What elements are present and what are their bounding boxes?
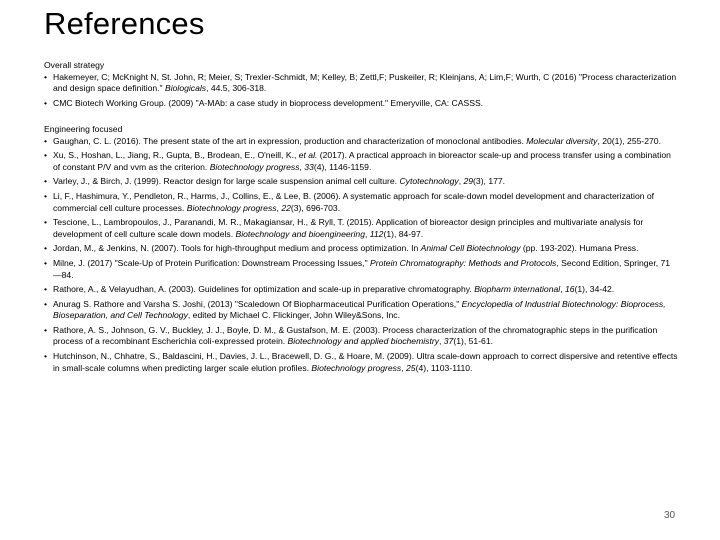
- reference-text: (3), 177.: [473, 176, 506, 187]
- section-engineering-focused: [44, 124, 678, 374]
- reference-text: Li, F., Hashimura, Y., Pendleton, R., Harms, J., Collins, E., & Lee, B. (2006). A systematic approach for scale-down model development and characterization of commercial cell culture processes.: [53, 190, 655, 213]
- section-overall-strategy: [44, 60, 678, 109]
- reference-text: , 20(1), 255-270.: [597, 135, 661, 146]
- reference-text: Jordan, M., & Jenkins, N. (2007). Tools for high-throughput medium and process optimization. In: [53, 243, 421, 254]
- reference-italic-text: 22: [281, 202, 291, 213]
- reference-italic-text: 25: [406, 362, 416, 373]
- reference-italic-text: et al.: [298, 150, 318, 161]
- page-number: 30: [664, 510, 676, 521]
- reference-text: (pp. 193-202). Humana Press.: [520, 243, 639, 254]
- reference-text: CMC Biotech Working Group. (2009) "A-MAb: a case study in bioprocess development." Emeryville, CA: CASSS.: [53, 97, 484, 108]
- section-heading: Engineering focused: [44, 123, 123, 134]
- reference-item: [44, 176, 678, 188]
- reference-text: (2017). A practical approach in bioreactor scale-up and process transfer using a combination of constant P/V and vvm as the criterion.: [53, 150, 671, 172]
- reference-text: Tescione, L., Lambropoulos, J., Paranandi, M. R., Makagiansar, H., & Ryll, T. (2015). Application of bioreactor design principles and multivariate analysis for development of cell culture scale down models.: [53, 217, 644, 239]
- reference-item: [44, 325, 678, 348]
- reference-italic-text: Biotechnology and bioengineering: [235, 228, 365, 239]
- reference-text: Gaughan, C. L. (2016). The present state of the art in expression, production and characterization of monoclonal antibodies.: [53, 135, 527, 146]
- reference-italic-text: 33: [304, 161, 314, 172]
- reference-italic-text: Biotechnology and applied biochemistry: [287, 336, 439, 347]
- reference-italic-text: Biopharm international: [474, 284, 561, 295]
- reference-item: [44, 351, 678, 374]
- reference-text: , Second Edition, Springer, 71—84.: [53, 257, 671, 280]
- reference-item: [44, 191, 678, 214]
- reference-italic-text: Protein Chromatography: Methods and Protocols: [370, 257, 557, 268]
- references-content: [44, 60, 678, 377]
- reference-text: ,: [401, 362, 407, 373]
- reference-item: [44, 217, 678, 240]
- reference-text: ,: [299, 161, 305, 172]
- reference-text: (1), 51-61.: [453, 336, 493, 347]
- reference-italic-text: 16: [564, 284, 575, 295]
- reference-text: ,: [439, 336, 444, 347]
- reference-item: [44, 136, 678, 148]
- section-heading: Overall strategy: [44, 60, 105, 70]
- reference-text: Rathore, A. S., Johnson, G. V., Buckley, J. J., Boyle, D. M., & Gustafson, M. E. (2003). Process characterization of the chromatographic steps in the purification process of a recombinant Escherichia coli-expressed protein.: [53, 324, 658, 347]
- slide-title: References: [44, 6, 205, 41]
- reference-item: [44, 258, 678, 281]
- reference-italic-text: 37: [443, 336, 454, 347]
- reference-text: ,: [276, 202, 282, 213]
- reference-text: (1), 84-97.: [383, 228, 424, 239]
- reference-text: ,: [458, 176, 464, 187]
- reference-text: (4), 1146-1159.: [313, 161, 372, 172]
- reference-text: , edited by Michael C. Flickinger, John Wiley&Sons, Inc.: [187, 310, 400, 321]
- reference-text: Milne, J. (2017) "Scale-Up of Protein Purification: Downstream Processing Issues,": [53, 257, 371, 268]
- section-gap: [44, 112, 678, 124]
- reference-italic-text: Biologicals: [164, 83, 207, 94]
- reference-item: [44, 243, 678, 255]
- reference-item: [44, 299, 678, 322]
- reference-text: (3), 696-703.: [290, 202, 341, 213]
- reference-italic-text: Biotechnology progress: [186, 202, 277, 213]
- reference-italic-text: Encyclopedia of Industrial Biotechnology: Bioprocess, Bioseparation, and Cell Technology: [53, 298, 666, 321]
- reference-italic-text: 29: [463, 176, 474, 187]
- reference-italic-text: 112: [369, 228, 384, 239]
- reference-item: [44, 72, 678, 95]
- reference-item: [44, 284, 678, 296]
- reference-text: , 44.5, 306-318.: [206, 83, 267, 94]
- reference-text: Hutchinson, N., Chhatre, S., Baldascini, H., Davies, J. L., Bracewell, D. G., & Hoare, M. (2009). Ultra scale-down approach to correct dispersive and retentive effects in small-scale columns when predicting larger scale elution profiles.: [53, 351, 678, 373]
- reference-italic-text: Animal Cell Biotechnology: [420, 243, 521, 254]
- reference-italic-text: Molecular diversity: [526, 135, 598, 146]
- reference-text: Xu, S., Hoshan, L., Jiang, R., Gupta, B., Brodean, E., O'neill, K.,: [53, 150, 299, 161]
- reference-text: Anurag S. Rathore and Varsha S. Joshi, (2013) "Scaledown Of Biopharmaceutical Purification Operations,": [53, 298, 462, 309]
- reference-italic-text: Biotechnology progress: [311, 362, 402, 373]
- reference-text: ,: [560, 284, 565, 295]
- reference-text: Rathore, A., & Velayudhan, A. (2003). Guidelines for optimization and scale-up in preparative chromatography.: [53, 284, 475, 295]
- reference-text: (1), 34-42.: [574, 284, 615, 295]
- reference-item: [44, 98, 678, 110]
- reference-text: ,: [364, 228, 370, 239]
- reference-list: [44, 136, 678, 375]
- reference-text: (4), 1103-1110.: [415, 362, 473, 373]
- reference-italic-text: Cytotechnology: [399, 176, 459, 187]
- reference-list: [44, 72, 678, 110]
- reference-text: Varley, J., & Birch, J. (1999). Reactor design for large scale suspension animal cell culture.: [53, 176, 400, 187]
- reference-text: Hakemeyer, C; McKnight N, St. John, R; Meier, S; Trexler-Schmidt, M; Kelley, B; Zettl,F; Puskeiler, R; Kleinjans, A; Lim,F; Wurth, C (2016) "Process characterization and design space definition.": [53, 71, 677, 94]
- reference-italic-text: Biotechnology progress: [209, 161, 300, 172]
- reference-item: [44, 150, 678, 173]
